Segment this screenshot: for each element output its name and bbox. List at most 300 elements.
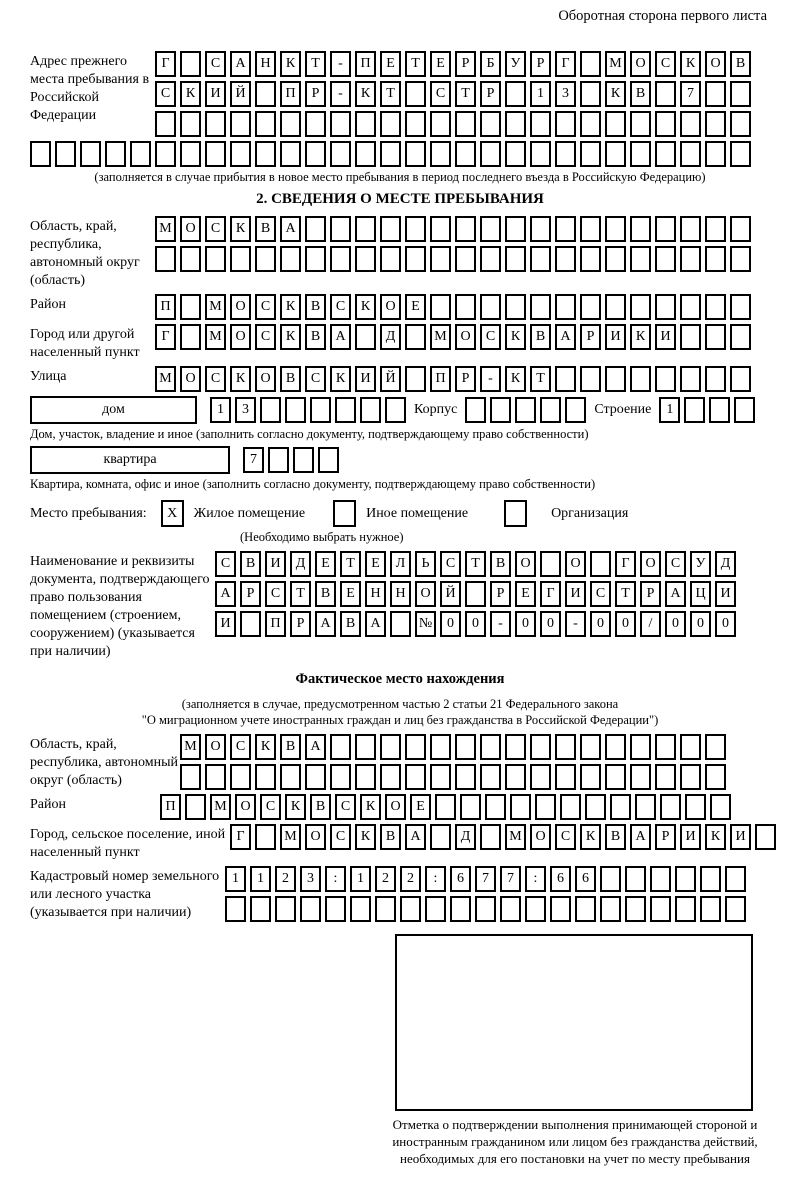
char-cell: О [380,294,401,320]
char-cell: О [705,51,726,77]
char-cell [530,216,551,242]
char-cell [575,896,596,922]
char-cell: Р [580,324,601,350]
stamp-caption: Отметка о подтверждении выполнения принимающей стороной и иностранным гражданином или лицом без гражданства действий, необходимых для его постановки на учет по месту пребывания [392,1117,758,1166]
char-cell: Г [540,581,561,607]
actual-location-note-2: "О миграционном учете иностранных граждан и лиц без гражданства в Российской Федерации") [141,713,659,727]
checkbox-other-premises [333,500,356,527]
char-cell: К [360,794,381,820]
char-cell [530,764,551,790]
char-cell: О [565,551,586,577]
char-cell: О [385,794,406,820]
cadastral-label: Кадастровый номер земельного или лесного участка (указывается при наличии) [30,869,220,920]
char-grid-row [155,216,751,242]
char-cell: Е [405,294,426,320]
char-cell: 1 [659,397,680,423]
char-cell [734,397,755,423]
char-cell: Ь [415,551,436,577]
char-cell [180,294,201,320]
char-cell: Р [455,366,476,392]
char-cell: С [215,551,236,577]
char-cell: О [415,581,436,607]
char-cell [455,294,476,320]
char-cell [105,141,126,167]
char-cell [555,216,576,242]
char-cell [430,216,451,242]
char-cell: Г [555,51,576,77]
char-cell [330,111,351,137]
char-cell [660,794,681,820]
char-cell [480,824,501,850]
char-cell: 0 [515,611,536,637]
char-cell: / [640,611,661,637]
char-cell: - [565,611,586,637]
char-cell [730,111,751,137]
char-cell [475,896,496,922]
char-cell: Е [365,551,386,577]
char-cell [730,216,751,242]
char-cell: И [565,581,586,607]
char-cell [530,246,551,272]
char-cell [260,397,281,423]
char-cell [625,866,646,892]
char-cell [684,397,705,423]
char-cell: И [205,81,226,107]
char-cell: В [340,611,361,637]
char-cell [430,111,451,137]
char-cell: Е [410,794,431,820]
char-cell: Е [380,51,401,77]
char-grid-row [180,764,726,790]
char-cell [705,141,726,167]
char-cell [675,896,696,922]
char-cell: П [355,51,376,77]
char-cell [205,141,226,167]
char-cell: У [505,51,526,77]
char-cell [705,764,726,790]
char-cell: М [605,51,626,77]
char-cell: И [265,551,286,577]
char-cell [490,397,511,423]
char-cell: К [505,324,526,350]
cadastral-block [30,866,770,922]
char-cell [680,246,701,272]
option-label-other-premises: Иное помещение [366,505,469,521]
char-cell: 2 [375,866,396,892]
char-cell: В [630,81,651,107]
char-cell [630,141,651,167]
char-cell [565,397,586,423]
char-cell [605,141,626,167]
char-cell: О [230,324,251,350]
char-cell: В [530,324,551,350]
char-cell: С [665,551,686,577]
char-cell: К [285,794,306,820]
char-cell [310,397,331,423]
house-box: дом [30,396,197,424]
char-cell [590,551,611,577]
char-cell [555,764,576,790]
char-cell [630,294,651,320]
actual-region-grid [180,734,726,790]
char-cell [680,216,701,242]
char-cell: С [330,824,351,850]
char-cell: А [280,216,301,242]
char-cell [30,141,51,167]
char-cell: 0 [540,611,561,637]
char-cell [705,734,726,760]
char-cell: О [530,824,551,850]
char-cell: С [205,216,226,242]
char-cell: К [180,81,201,107]
char-cell [540,551,561,577]
char-grid-row [155,324,751,350]
apartment-row [30,446,770,474]
char-cell [625,896,646,922]
char-cell [450,896,471,922]
char-cell [705,246,726,272]
char-cell: Е [430,51,451,77]
char-cell: 0 [665,611,686,637]
stamp-box [395,934,753,1111]
char-cell: С [205,51,226,77]
char-cell: 6 [575,866,596,892]
char-cell: М [180,734,201,760]
region-grid [155,216,751,272]
char-cell: А [555,324,576,350]
char-cell [430,294,451,320]
prev-address-block [30,51,770,137]
char-cell [390,611,411,637]
char-cell [305,246,326,272]
char-cell [225,896,246,922]
char-cell [500,896,521,922]
char-cell: К [255,734,276,760]
char-cell [630,764,651,790]
char-grid-row [155,366,751,392]
char-cell: - [330,81,351,107]
char-cell [555,294,576,320]
char-cell: К [355,81,376,107]
char-cell: К [605,81,626,107]
char-cell [405,216,426,242]
char-cell [630,246,651,272]
char-cell: В [380,824,401,850]
char-cell: 6 [450,866,471,892]
char-cell [730,246,751,272]
stroenie-label: Строение [594,402,652,417]
char-cell [600,866,621,892]
char-cell [730,141,751,167]
char-cell [255,111,276,137]
char-cell: П [430,366,451,392]
char-cell: С [335,794,356,820]
char-cell [605,216,626,242]
char-cell: И [215,611,236,637]
char-cell [605,111,626,137]
char-cell [650,866,671,892]
char-cell: - [330,51,351,77]
char-cell: Т [305,51,326,77]
char-cell [255,764,276,790]
char-cell: П [280,81,301,107]
actual-district-block [30,794,770,820]
char-cell: С [480,324,501,350]
apartment-number-cells [243,447,339,473]
char-cell [350,896,371,922]
char-cell: 0 [590,611,611,637]
house-row [30,396,770,424]
char-grid-row [155,111,751,137]
char-cell: К [355,294,376,320]
char-cell [655,216,676,242]
district-block [30,294,770,320]
char-cell: В [315,581,336,607]
char-cell: В [305,294,326,320]
char-cell [680,141,701,167]
char-cell [505,764,526,790]
char-cell [435,794,456,820]
char-cell [268,447,289,473]
stay-type-row [30,500,770,527]
char-cell [330,734,351,760]
char-cell [700,896,721,922]
char-cell: 3 [235,397,256,423]
char-cell: В [605,824,626,850]
char-cell: Л [390,551,411,577]
char-cell: М [155,366,176,392]
char-cell: А [405,824,426,850]
char-cell [130,141,151,167]
char-cell [655,246,676,272]
char-cell: А [215,581,236,607]
char-cell: О [235,794,256,820]
char-cell: 0 [715,611,736,637]
actual-city-label: Город, сельское поселение, иной населенный пункт [30,827,226,860]
char-cell: Р [490,581,511,607]
char-cell [380,734,401,760]
char-cell [580,764,601,790]
char-cell: В [305,324,326,350]
city-label: Город или другой населенный пункт [30,327,140,360]
char-cell [580,81,601,107]
char-cell [725,896,746,922]
char-cell: 0 [465,611,486,637]
char-cell: О [205,734,226,760]
char-cell [515,397,536,423]
char-cell [605,734,626,760]
actual-city-block [30,824,770,862]
apartment-box: квартира [30,446,230,474]
char-cell: 0 [440,611,461,637]
char-cell [709,397,730,423]
char-grid-row [155,246,751,272]
char-cell [380,246,401,272]
char-cell: С [440,551,461,577]
char-cell [355,764,376,790]
char-cell: О [255,366,276,392]
document-grid [215,551,736,637]
char-cell [405,764,426,790]
char-cell [605,764,626,790]
char-cell [630,734,651,760]
char-cell [580,51,601,77]
char-cell: А [315,611,336,637]
char-cell: С [305,366,326,392]
char-cell [465,397,486,423]
char-cell [650,896,671,922]
char-cell [293,447,314,473]
char-cell [280,246,301,272]
document-label: Наименование и реквизиты документа, подтверждающего право пользования помещением (строением, сооружением) (указывается при наличии) [30,554,210,659]
char-cell [585,794,606,820]
char-cell [380,111,401,137]
char-cell: И [355,366,376,392]
char-cell [300,896,321,922]
char-grid-row [225,866,746,892]
house-note: Дом, участок, владение и иное (заполнить согласно документу, подтверждающему право собственности) [30,427,589,441]
char-cell: Й [380,366,401,392]
char-cell: И [680,824,701,850]
char-cell: Г [230,824,251,850]
char-cell [630,366,651,392]
char-cell [305,141,326,167]
district-label: Район [30,297,66,312]
char-cell: В [310,794,331,820]
char-cell [325,896,346,922]
char-cell [355,734,376,760]
char-cell: Е [515,581,536,607]
korpus-cells [465,397,586,423]
char-cell [480,294,501,320]
char-cell [280,764,301,790]
char-cell: К [280,324,301,350]
char-cell: М [205,324,226,350]
char-cell [480,246,501,272]
char-cell [255,824,276,850]
char-cell: Н [255,51,276,77]
char-cell [580,141,601,167]
char-cell: 2 [400,866,421,892]
apartment-note: Квартира, комната, офис и иное (заполнить согласно документу, подтверждающему право собственности) [30,477,596,491]
char-cell [580,734,601,760]
char-cell: И [655,324,676,350]
char-cell: К [280,51,301,77]
char-cell [255,81,276,107]
char-cell: П [265,611,286,637]
char-cell [430,734,451,760]
char-cell: 7 [500,866,521,892]
char-cell [250,896,271,922]
char-cell [455,764,476,790]
char-cell [330,141,351,167]
char-cell [680,734,701,760]
option-label-organization: Организация [551,505,629,521]
char-cell: В [280,366,301,392]
char-cell [280,141,301,167]
char-cell [655,366,676,392]
char-cell [460,794,481,820]
actual-region-label: Область, край, республика, автономный округ (область) [30,737,179,788]
char-cell: О [230,294,251,320]
char-cell [205,111,226,137]
char-cell [730,294,751,320]
section2-title: 2. СВЕДЕНИЯ О МЕСТЕ ПРЕБЫВАНИЯ [256,191,544,207]
char-cell [230,246,251,272]
char-cell: Р [290,611,311,637]
char-cell: Н [365,581,386,607]
char-cell [680,764,701,790]
char-cell [480,141,501,167]
char-grid-row [155,51,751,77]
char-cell [705,324,726,350]
char-cell [405,81,426,107]
char-cell: М [210,794,231,820]
char-cell: И [715,581,736,607]
char-cell: С [155,81,176,107]
char-cell: В [255,216,276,242]
char-cell: О [305,824,326,850]
char-cell: К [330,366,351,392]
char-cell: П [160,794,181,820]
char-cell [530,141,551,167]
char-cell [205,246,226,272]
char-cell [455,246,476,272]
char-cell [405,141,426,167]
char-cell: Т [615,581,636,607]
char-cell: С [260,794,281,820]
char-cell [385,397,406,423]
char-cell [355,216,376,242]
char-cell [555,734,576,760]
char-cell [180,246,201,272]
char-cell: Т [530,366,551,392]
actual-region-block [30,734,770,790]
stay-type-note: (Необходимо выбрать нужное) [240,530,404,544]
char-cell [230,141,251,167]
char-grid-row [225,896,746,922]
char-cell: 3 [555,81,576,107]
char-cell [540,397,561,423]
char-grid-row [230,824,776,850]
char-cell: М [280,824,301,850]
char-cell [255,141,276,167]
char-cell: 1 [225,866,246,892]
char-cell [655,294,676,320]
char-grid-row [180,734,726,760]
char-cell: О [180,216,201,242]
char-cell [55,141,76,167]
char-cell: С [655,51,676,77]
char-cell [505,216,526,242]
char-cell: А [305,734,326,760]
char-cell: С [330,294,351,320]
actual-location-note-1: (заполняется в случае, предусмотренном частью 2 статьи 21 Федерального закона [181,697,619,711]
char-cell [705,216,726,242]
char-cell [755,824,776,850]
prev-address-note: (заполняется в случае прибытия в новое место пребывания в период последнего въезда в Российскую Федерацию) [94,170,706,184]
char-cell: Д [380,324,401,350]
char-cell: К [630,324,651,350]
char-cell [180,324,201,350]
char-cell: С [205,366,226,392]
checkbox-residential: X [161,500,184,527]
char-cell: К [680,51,701,77]
char-cell [505,246,526,272]
char-cell [655,81,676,107]
char-cell [230,111,251,137]
char-cell [680,294,701,320]
